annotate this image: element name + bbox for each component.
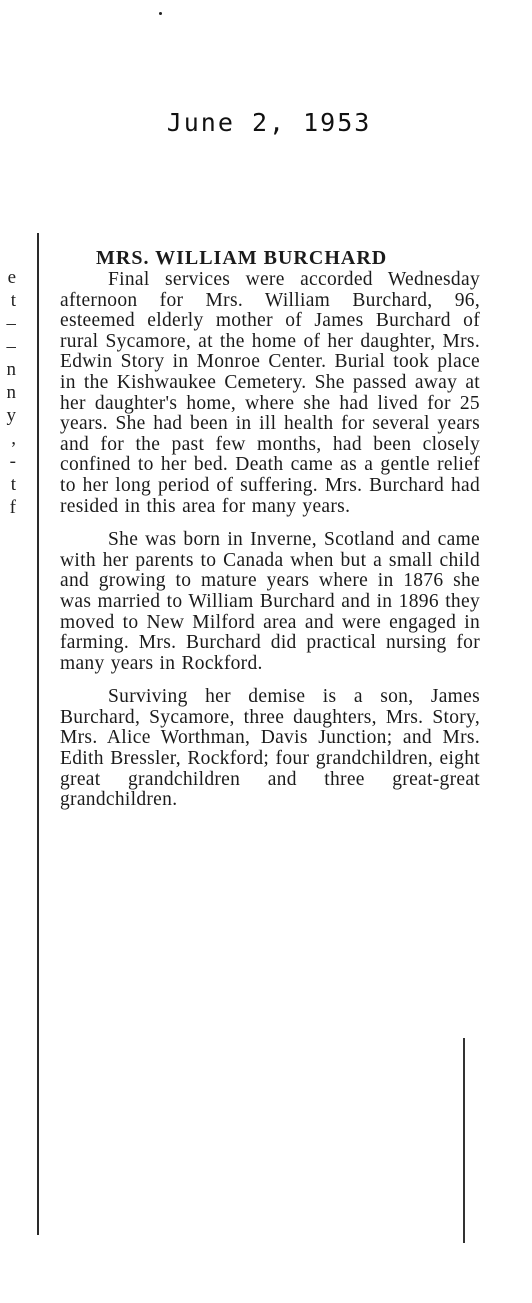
- margin-fragment: t: [10, 290, 16, 311]
- margin-fragment: -: [9, 451, 16, 472]
- obituary-clipping: [60, 246, 480, 811]
- obituary-headline: MRS. WILLIAM BURCHARD: [96, 247, 388, 269]
- margin-fragment: y: [6, 405, 16, 426]
- obituary-paragraph-services: Final services were accorded Wednesday afternoon for Mrs. William Burchard, 96, esteemed elderly mother of James Burchard of rural Sycamore, at the home of her daughter, Mrs. Edwin Story in Monroe Center. Burial took place in the Kishwaukee Cemetery. She passed away at her daughter's home, where she had lived for 25 years. She had been in ill health for several years and for the past few months, had been closely confined to her bed. Death came as a gentle relief to her long period of suffering. Mrs. Burchard had resided in this area for many years.: [60, 269, 480, 517]
- margin-fragment: n: [6, 382, 16, 403]
- column-rule-right: [463, 1038, 465, 1243]
- margin-fragment: ,: [11, 428, 16, 449]
- margin-fragment: –: [6, 313, 16, 334]
- margin-fragment: n: [6, 359, 16, 380]
- obituary-paragraph-biography: She was born in Inverne, Scotland and came with her parents to Canada when but a small child and growing to mature years where in 1876 she was married to William Burchard and in 1896 they moved to New Milford area and were engaged in farming. Mrs. Burchard did practical nursing for many years in Rockford.: [60, 529, 480, 674]
- margin-fragment: –: [6, 336, 16, 357]
- margin-fragment: e: [7, 267, 16, 288]
- obituary-paragraph-survivors: Surviving her demise is a son, James Burchard, Sycamore, three daughters, Mrs. Story, Mrs. Alice Worthman, Davis Junction; and Mrs. Edith Bressler, Rockford; four grandchildren, eight great grandchildren and three great-great grandchildren.: [60, 686, 480, 811]
- column-rule-left: [37, 233, 39, 1235]
- ink-speck: [159, 12, 162, 15]
- margin-fragment: t: [10, 474, 16, 495]
- margin-fragment: f: [9, 497, 16, 518]
- clipping-date: June 2, 1953: [166, 108, 372, 137]
- adjacent-column-fragments: [0, 266, 16, 519]
